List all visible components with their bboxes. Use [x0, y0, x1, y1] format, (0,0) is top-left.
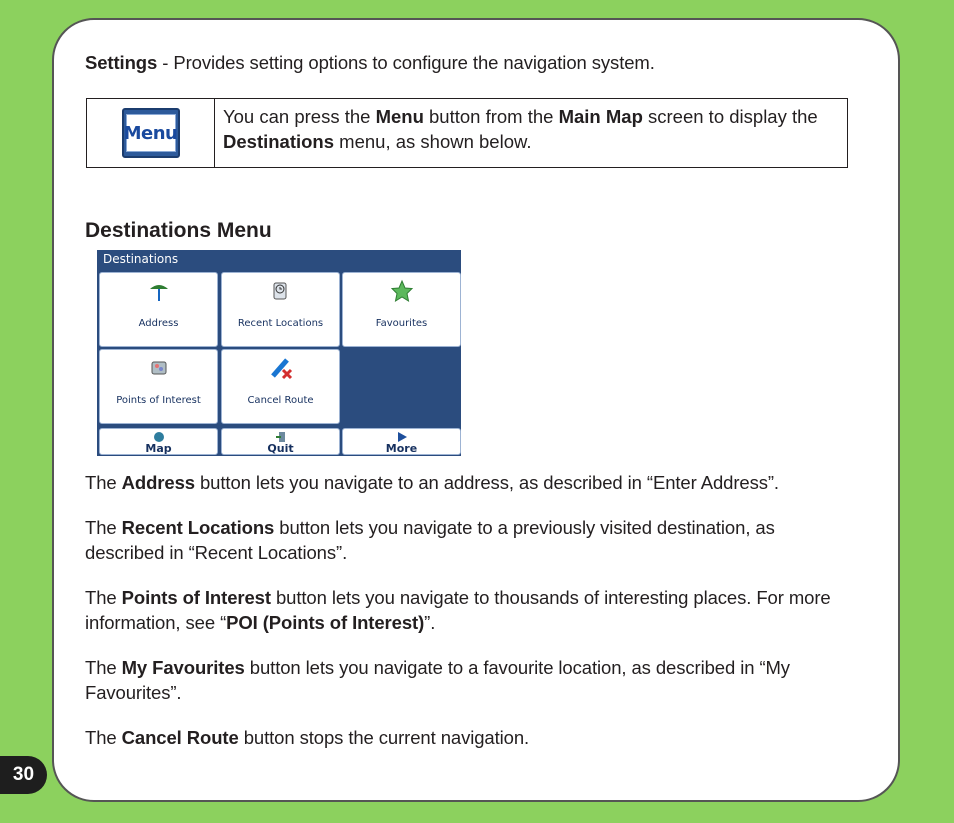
- info-text-4: menu, as shown below.: [334, 131, 532, 152]
- info-bold-destinations: Destinations: [223, 131, 335, 152]
- info-text-3: screen to display the: [642, 106, 818, 127]
- destinations-title: Destinations: [103, 252, 179, 266]
- points-of-interest-description: The Points of Interest button lets you navigate to thousands of interesting places. For more information, see “POI (Points of Interest)”.: [85, 587, 831, 633]
- recent-locations-description: The Recent Locations button lets you navigate to a previously visited destination, as described in “Recent Locations”.: [85, 517, 775, 563]
- cancel-route-icon: [269, 356, 293, 380]
- info-bold-menu: Menu: [375, 106, 424, 127]
- info-bold-main-map: Main Map: [558, 106, 643, 127]
- page-number: 30: [0, 756, 47, 794]
- intro-term: Settings: [85, 52, 158, 73]
- info-text-1: You can press the: [223, 106, 376, 127]
- menu-button-icon: [122, 108, 180, 158]
- more-button[interactable]: [342, 428, 461, 455]
- my-favourites-description: The My Favourites button lets you navigate to a favourite location, as described in “My Favourites”.: [85, 657, 790, 703]
- info-text: [215, 99, 847, 167]
- info-table: [86, 98, 848, 168]
- info-text-2: button from the: [423, 106, 559, 127]
- star-icon: [390, 279, 414, 303]
- info-icon-cell: [87, 99, 215, 167]
- points-of-interest-label: Points of Interest: [116, 395, 201, 406]
- quit-button-label: Quit: [267, 442, 294, 455]
- poi-icon: [147, 356, 171, 380]
- menu-button-label: Menu: [126, 114, 176, 152]
- map-pin-icon: [147, 279, 171, 303]
- favourites-label: Favourites: [375, 318, 428, 329]
- recent-locations-tile[interactable]: [221, 272, 340, 347]
- favourites-tile[interactable]: [342, 272, 461, 347]
- intro-paragraph: [85, 50, 655, 75]
- cancel-route-description: The Cancel Route button stops the current navigation.: [85, 727, 530, 748]
- cancel-route-label: Cancel Route: [247, 395, 314, 406]
- recent-locations-label: Recent Locations: [237, 318, 324, 329]
- intro-text: - Provides setting options to configure the navigation system.: [157, 52, 655, 73]
- points-of-interest-tile[interactable]: [99, 349, 218, 424]
- map-button-label: Map: [145, 442, 172, 455]
- more-button-label: More: [385, 442, 418, 455]
- quit-button[interactable]: [221, 428, 340, 455]
- address-tile[interactable]: [99, 272, 218, 347]
- map-button[interactable]: [99, 428, 218, 455]
- destinations-screen: [97, 250, 461, 456]
- recent-locations-icon: [269, 279, 293, 303]
- section-heading: Destinations Menu: [85, 219, 272, 242]
- cancel-route-tile[interactable]: [221, 349, 340, 424]
- address-description: The Address button lets you navigate to an address, as described in “Enter Address”.: [85, 472, 779, 493]
- address-label: Address: [138, 318, 179, 329]
